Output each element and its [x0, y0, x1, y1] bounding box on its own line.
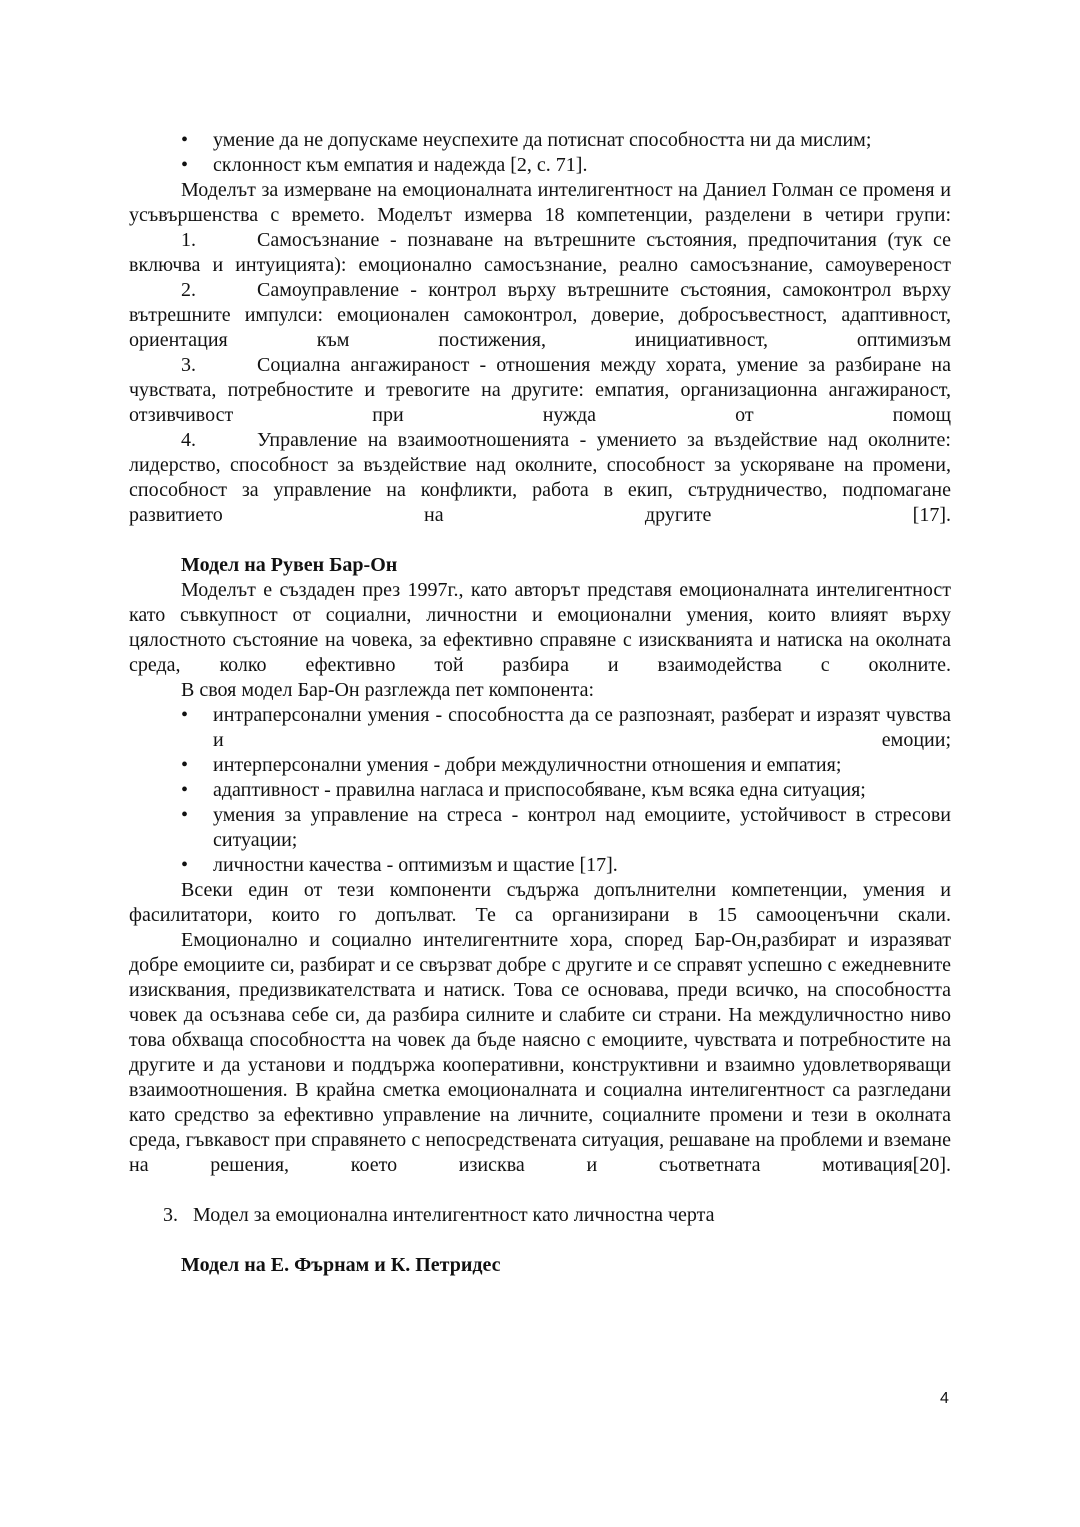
bullet-text: интерперсонални умения - добри междуличностни отношения и емпатия; — [213, 754, 842, 776]
bullet-glyph: • — [181, 804, 189, 826]
paragraph-golman: Моделът за измерване на емоционалната интелигентност на Даниел Голман се променя и усъвършенства с времето. Моделът измерва 18 компетенции, разделени в четири групи: — [129, 179, 951, 226]
bullet-glyph: • — [181, 704, 189, 726]
section-heading-3 — [129, 1203, 951, 1228]
item-number: 1. — [181, 229, 196, 251]
paragraph-baron-social: Емоционално и социално интелигентните хора, според Бар-Он,разбират и изразяват добре емоциите си, разбират и се свързват добре с другите и се справят успешно с ежедневните изисквания, предизвикателствата и натиск. Това се основава, преди всичко, на способността човек да осъзнава себе си, да разбира силните и слабите си страни. На междуличностно ниво това обхваща способността на човек да бъде наясно с емоциите, чувствата и потребностите на другите и да установи и поддържа кооперативни, конструктивни и взаимно удовлетворяващи взаимоотношения. В крайна сметка емоционалната и социална интелигентност са разгледани като средство за ефективно управление на личните, социалните промени и тези в околната среда, гъвкавост при справянето с непосредствената ситуация, решаване на проблеми и вземане на решения, което изисква и съответната мотивация[20]. — [129, 929, 951, 1176]
section-title: Модел за емоционална интелигентност като личностна черта — [193, 1204, 715, 1226]
item-text: Социална ангажираност - отношения между хората, умение за разбиране на чувствата, потребностите и тревогите на другите: емпатия, организационна ангажираност, отзивчивост при нужда от помощ — [129, 354, 951, 426]
item-number: 2. — [181, 279, 196, 301]
heading-furnham: Модел на Е. Фърнам и К. Петридес — [181, 1254, 501, 1276]
numbered-item — [129, 353, 951, 428]
bullet-glyph: • — [181, 754, 189, 776]
document-body — [129, 128, 951, 1278]
bullet-text: умения за управление на стреса - контрол над емоциите, устойчивост в стресови ситуации; — [213, 804, 951, 851]
numbered-item — [129, 228, 951, 278]
bullet-glyph: • — [181, 129, 189, 151]
heading-baron: Модел на Рувен Бар-Он — [181, 554, 398, 576]
item-text: Самосъзнание - познаване на вътрешните състояния, предпочитания (тук се включва и интуицията): емоционално самосъзнание, реално самосъзнание, самоувереност — [129, 229, 951, 276]
numbered-item — [129, 278, 951, 353]
paragraph-baron-facilitators: Всеки един от тези компоненти съдържа допълнителни компетенции, умения и фасилитатори, които го допълват. Те са организирани в 15 самооценъчни скали. — [129, 879, 951, 926]
page-number: 4 — [940, 1390, 949, 1407]
list-item — [129, 153, 951, 178]
list-item — [129, 128, 951, 153]
list-item — [129, 778, 951, 803]
numbered-item — [129, 428, 951, 528]
bullet-glyph: • — [181, 154, 189, 176]
bullet-glyph: • — [181, 854, 189, 876]
bullet-text: интраперсонални умения - способността да се разпознаят, разберат и изразят чувства и емоции; — [213, 704, 951, 751]
item-number: 4. — [181, 429, 196, 451]
bullet-text: адаптивност - правилна нагласа и приспособяване, към всяка една ситуация; — [213, 779, 866, 801]
list-item — [129, 703, 951, 753]
bullet-text: склонност към емпатия и надежда [2, с. 71]. — [213, 154, 588, 176]
item-text: Самоуправление - контрол върху вътрешните състояния, самоконтрол върху вътрешните импулси: емоционален самоконтрол, доверие, добросъвестност, адаптивност, ориентация към постижения, инициативност, оптимизъм — [129, 279, 951, 351]
bullet-text: личностни качества - оптимизъм и щастие [17]. — [213, 854, 618, 876]
paragraph-baron-components: В своя модел Бар-Он разглежда пет компонента: — [181, 679, 595, 701]
list-item — [129, 803, 951, 853]
item-text: Управление на взаимоотношенията - умението за въздействие над околните: лидерство, способност за въздействие над околните, способност за ускоряване на промени, способност за управление на конфликти, работа в екип, сътрудничество, подпомагане развитието на другите [17]. — [129, 429, 951, 526]
item-number: 3. — [181, 354, 196, 376]
section-number: 3. — [163, 1204, 178, 1226]
bullet-glyph: • — [181, 779, 189, 801]
bullet-text: умение да не допускаме неуспехите да потиснат способността ни да мислим; — [213, 129, 872, 151]
paragraph-baron-intro: Моделът е създаден през 1997г., като авторът представя емоционалната интелигентност като съвкупност от социални, личностни и емоционални умения, които влияят върху цялостното състояние на човека, за ефективно справяне с изискванията и натиска на околната среда, колко ефективно той разбира и взаимодейства с околните. — [129, 579, 951, 676]
list-item — [129, 753, 951, 778]
list-item — [129, 853, 951, 878]
